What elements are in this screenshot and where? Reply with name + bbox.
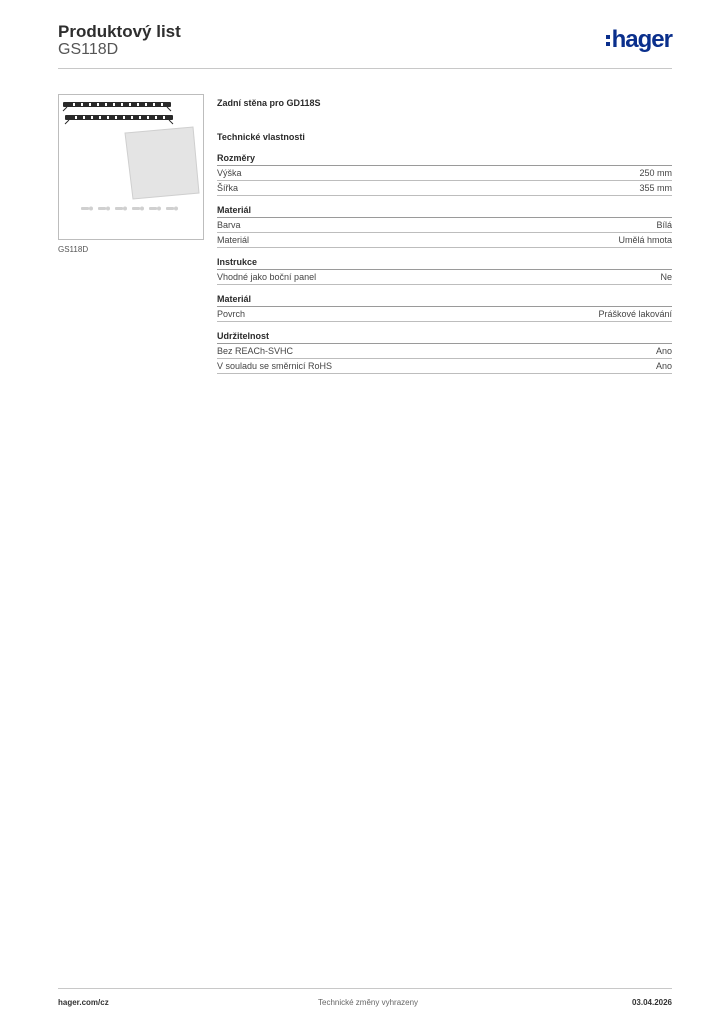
section-title: Udržitelnost bbox=[217, 330, 672, 344]
section-material bbox=[217, 204, 672, 248]
image-caption: GS118D bbox=[58, 245, 89, 254]
product-image bbox=[58, 94, 204, 240]
page-header bbox=[58, 20, 672, 68]
row-value: Ne bbox=[660, 272, 672, 282]
section-instructions bbox=[217, 256, 672, 285]
footer-divider bbox=[58, 988, 672, 989]
footer-disclaimer: Technické změny vyhrazeny bbox=[318, 998, 419, 1007]
hager-logo bbox=[606, 28, 672, 52]
section-title: Materiál bbox=[217, 204, 672, 218]
row-value: Práškové lakování bbox=[598, 309, 672, 319]
row-value: Umělá hmota bbox=[618, 235, 672, 245]
row-value: 250 mm bbox=[639, 168, 672, 178]
section-surface-material bbox=[217, 293, 672, 322]
footer-website-link[interactable]: hager.com/cz bbox=[58, 998, 109, 1007]
table-row bbox=[217, 359, 672, 374]
row-label: V souladu se směrnicí RoHS bbox=[217, 361, 333, 371]
table-row bbox=[217, 166, 672, 181]
row-label: Materiál bbox=[217, 235, 250, 245]
section-title: Rozměry bbox=[217, 152, 672, 166]
row-label: Bez REACh-SVHC bbox=[217, 346, 294, 356]
document-subtitle: GS118D bbox=[58, 41, 119, 58]
table-row bbox=[217, 344, 672, 359]
table-row bbox=[217, 181, 672, 196]
product-illustration-icon bbox=[59, 95, 203, 239]
technical-properties-heading: Technické vlastnosti bbox=[217, 132, 305, 142]
row-value: Bílá bbox=[656, 220, 672, 230]
product-details bbox=[217, 96, 672, 374]
row-label: Vhodné jako boční panel bbox=[217, 272, 317, 282]
row-value: Ano bbox=[655, 346, 672, 356]
footer-date: 03.04.2026 bbox=[631, 998, 672, 1007]
table-row bbox=[217, 233, 672, 248]
section-title: Instrukce bbox=[217, 256, 672, 270]
table-row bbox=[217, 218, 672, 233]
row-label: Výška bbox=[217, 168, 242, 178]
header-divider bbox=[58, 68, 672, 69]
table-row bbox=[217, 307, 672, 322]
section-title: Materiál bbox=[217, 293, 672, 307]
section-dimensions bbox=[217, 152, 672, 196]
row-label: Barva bbox=[217, 220, 241, 230]
product-name: Zadní stěna pro GD118S bbox=[217, 98, 321, 108]
row-label: Šířka bbox=[217, 183, 239, 193]
table-row bbox=[217, 270, 672, 285]
document-title: Produktový list bbox=[58, 22, 181, 41]
row-value: 355 mm bbox=[639, 183, 672, 193]
logo-dots-icon bbox=[606, 35, 610, 46]
row-value: Ano bbox=[655, 361, 672, 371]
logo-text: hager bbox=[611, 26, 672, 53]
row-label: Povrch bbox=[217, 309, 246, 319]
section-sustainability bbox=[217, 330, 672, 374]
